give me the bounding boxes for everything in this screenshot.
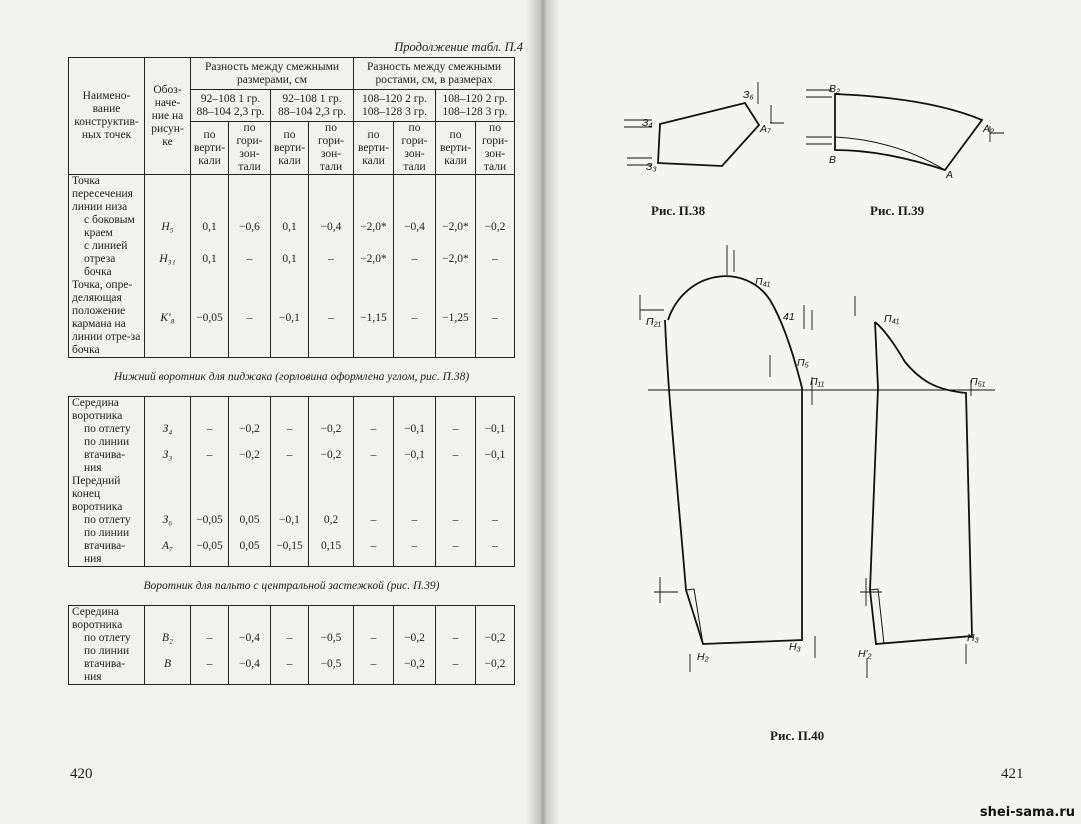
header-height-difference: Разность между смежными ростами, см, в размерах [354, 58, 515, 90]
value-cell: 0,05 [229, 514, 271, 527]
point-name: по отлету [69, 423, 145, 436]
header-designation: Обоз-наче-ние на рисун-ке [145, 58, 191, 175]
value-cell: −1,25 [436, 279, 476, 358]
header-subgroup-1: 92–108 1 гр. 88–104 2,3 гр. [191, 90, 271, 122]
value-cell: – [394, 514, 436, 527]
value-cell: −0,2 [229, 423, 271, 436]
value-cell: 0,2 [309, 514, 354, 527]
label-41: 41 [783, 311, 795, 323]
value-cell: – [476, 514, 515, 527]
value-cell: – [271, 436, 309, 475]
value-cell: 0,1 [271, 240, 309, 279]
point-name: по линии втачива-ния [69, 527, 145, 567]
value-cell: – [476, 240, 515, 279]
value-cell: −0,6 [229, 214, 271, 240]
point-name: Передний конец воротника [69, 475, 145, 514]
value-cell: – [394, 279, 436, 358]
value-cell: −0,2 [394, 645, 436, 685]
value-cell: −0,4 [229, 632, 271, 645]
value-cell: – [309, 240, 354, 279]
value-cell: – [436, 423, 476, 436]
header-vertical: по верти-кали [271, 122, 309, 175]
value-cell: – [354, 423, 394, 436]
label-p41-under: П₄₁ [884, 313, 900, 325]
section-title: Воротник для пальто с центральной застежкой (рис. П.39) [69, 567, 515, 606]
value-cell: – [354, 632, 394, 645]
value-cell: – [394, 240, 436, 279]
value-cell: −0,5 [309, 645, 354, 685]
value-cell: – [354, 514, 394, 527]
value-cell: – [436, 645, 476, 685]
value-cell: −0,2 [394, 632, 436, 645]
point-name: по линии втачива-ния [69, 436, 145, 475]
value-cell: 0,15 [309, 527, 354, 567]
value-cell: – [191, 632, 229, 645]
value-cell: – [229, 279, 271, 358]
point-designation: B₂ [145, 632, 191, 645]
value-cell: −0,4 [229, 645, 271, 685]
value-cell: −2,0* [436, 240, 476, 279]
label-p21: П₂₁ [646, 316, 661, 328]
value-cell: – [354, 645, 394, 685]
value-cell: −0,2 [476, 214, 515, 240]
point-name: Точка, опре-деляющая положение кармана на линии отре-за бочка [69, 279, 145, 358]
value-cell: – [436, 632, 476, 645]
caption-fig38: Рис. П.38 [651, 203, 706, 218]
fig40-upper-sleeve-outline [665, 276, 802, 644]
value-cell: – [436, 527, 476, 567]
label-a: A [946, 169, 954, 181]
value-cell: −0,15 [271, 527, 309, 567]
figure-labels [642, 83, 994, 663]
point-name: Точка пересечения линии низа [69, 175, 145, 215]
point-designation: H₅ [145, 214, 191, 240]
label-h2: H₂ [697, 651, 709, 663]
point-designation: З₃ [145, 436, 191, 475]
label-p51: П₅₁ [970, 376, 986, 388]
point-name: Середина воротника [69, 397, 145, 424]
label-a7: A₇ [760, 123, 771, 135]
header-vertical: по верти-кали [436, 122, 476, 175]
value-cell: – [436, 436, 476, 475]
point-name: по отлету [69, 514, 145, 527]
point-designation: З₄ [145, 423, 191, 436]
header-vertical: по верти-кали [354, 122, 394, 175]
value-cell: – [354, 527, 394, 567]
page-number-right: 421 [1001, 766, 1024, 782]
section-title: Нижний воротник для пиджака (горловина оформлена углом, рис. П.38) [69, 358, 515, 397]
point-name: с боковым краем [69, 214, 145, 240]
header-subgroup-3: 108–120 2 гр. 108–128 3 гр. [354, 90, 436, 122]
value-cell: −0,4 [309, 214, 354, 240]
header-horizontal: по гори-зон-тали [476, 122, 515, 175]
label-h3-upper: H₃ [789, 641, 801, 653]
label-b: B [829, 154, 837, 166]
value-cell: −0,2 [229, 436, 271, 475]
value-cell: −0,2 [309, 423, 354, 436]
value-cell: −0,05 [191, 279, 229, 358]
point-designation: З₆ [145, 514, 191, 527]
value-cell: −0,1 [394, 423, 436, 436]
table-continuation-note: Продолжение табл. П.4 [394, 40, 523, 54]
label-a2: A₂ [983, 123, 995, 135]
label-b2: B₂ [829, 83, 841, 95]
value-cell: −0,2 [476, 645, 515, 685]
label-p5: П₅ [797, 357, 809, 369]
page-number-left: 420 [70, 766, 93, 782]
value-cell: – [476, 527, 515, 567]
caption-fig39: Рис. П.39 [870, 203, 925, 218]
label-h2-prime: H′₂ [858, 648, 872, 660]
fig39-collar-outline [835, 94, 982, 170]
value-cell: 0,1 [271, 214, 309, 240]
value-cell: – [271, 645, 309, 685]
label-z6: З₆ [743, 89, 754, 101]
value-cell: −2,0* [436, 214, 476, 240]
label-z3: З₃ [646, 161, 657, 173]
label-z4: З₄ [642, 117, 653, 129]
value-cell: −0,2 [476, 632, 515, 645]
value-cell: – [476, 279, 515, 358]
value-cell: −0,4 [394, 214, 436, 240]
header-horizontal: по гори-зон-тали [309, 122, 354, 175]
point-designation: B [145, 645, 191, 685]
point-name: с линией отреза бочка [69, 240, 145, 279]
header-horizontal: по гори-зон-тали [229, 122, 271, 175]
label-h3-under: H₃ [967, 632, 979, 644]
header-vertical: по верти-кали [191, 122, 229, 175]
header-horizontal: по гори-зон-тали [394, 122, 436, 175]
value-cell: −2,0* [354, 240, 394, 279]
value-cell: −0,2 [309, 436, 354, 475]
watermark: shei-sama.ru [979, 805, 1075, 820]
point-designation: H₃₁ [145, 240, 191, 279]
header-point-name: Наимено-вание конструктив-ных точек [69, 58, 145, 175]
value-cell: −2,0* [354, 214, 394, 240]
value-cell: −0,05 [191, 527, 229, 567]
point-name: Середина воротника [69, 606, 145, 633]
point-name: по отлету [69, 632, 145, 645]
value-cell: −0,05 [191, 514, 229, 527]
header-size-difference: Разность между смежными размерами, см [191, 58, 354, 90]
value-cell: – [191, 436, 229, 475]
label-p11: П₁₁ [810, 376, 825, 388]
value-cell: −0,1 [476, 436, 515, 475]
value-cell: – [271, 632, 309, 645]
value-cell: −1,15 [354, 279, 394, 358]
value-cell: – [229, 240, 271, 279]
value-cell: 0,1 [191, 240, 229, 279]
point-designation: A₇ [145, 527, 191, 567]
fig38-collar-outline [658, 103, 759, 166]
value-cell: −0,1 [271, 279, 309, 358]
value-cell: −0,1 [271, 514, 309, 527]
value-cell: 0,05 [229, 527, 271, 567]
value-cell: −0,1 [476, 423, 515, 436]
value-cell: −0,5 [309, 632, 354, 645]
fig40-under-sleeve-outline [870, 322, 972, 644]
value-cell: – [309, 279, 354, 358]
value-cell: – [394, 527, 436, 567]
label-p41-upper: П₄₁ [755, 276, 771, 288]
point-designation: K′₈ [145, 279, 191, 358]
value-cell: 0,1 [191, 214, 229, 240]
value-cell: – [436, 514, 476, 527]
value-cell: – [271, 423, 309, 436]
caption-fig40: Рис. П.40 [770, 728, 825, 743]
value-cell: – [354, 436, 394, 475]
header-subgroup-2: 92–108 1 гр. 88–104 2,3 гр. [271, 90, 354, 122]
header-subgroup-4: 108–120 2 гр. 108–128 3 гр. [436, 90, 515, 122]
value-cell: – [191, 645, 229, 685]
value-cell: – [191, 423, 229, 436]
point-name: по линии втачива-ния [69, 645, 145, 685]
value-cell: −0,1 [394, 436, 436, 475]
